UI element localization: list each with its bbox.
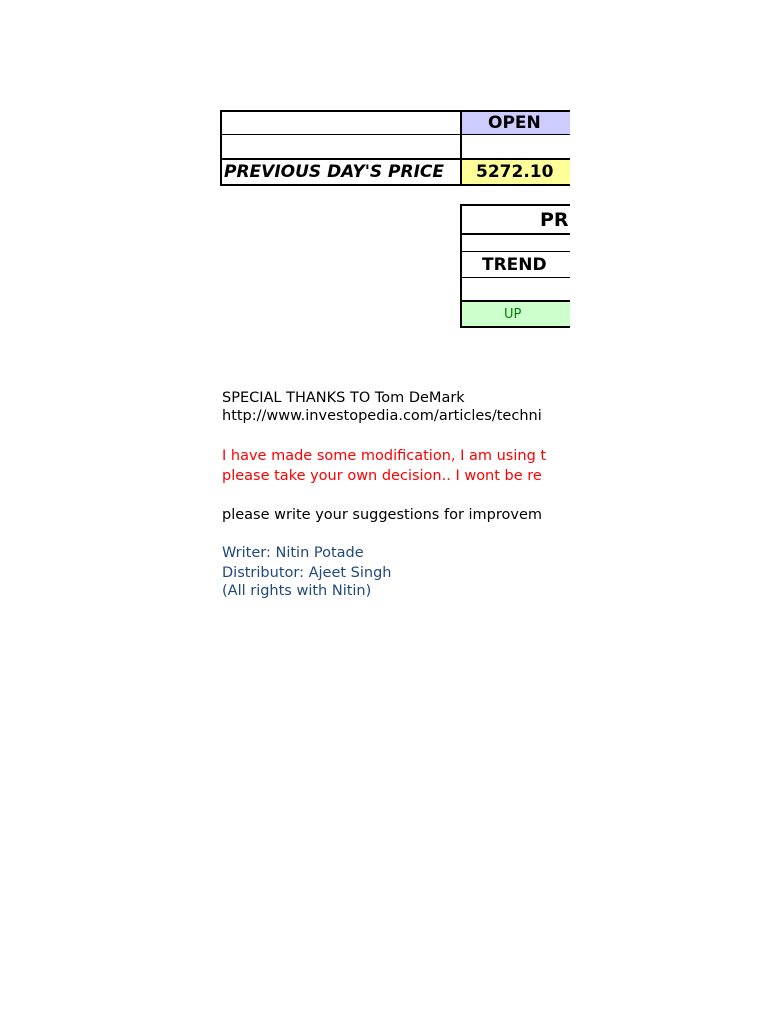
suggestions-note: please write your suggestions for improvem xyxy=(222,507,543,523)
prediction-header-cell: PR xyxy=(540,208,569,231)
table-divider xyxy=(460,233,570,235)
warning-line-1: I have made some modification, I am using t xyxy=(222,448,547,464)
thanks-note: SPECIAL THANKS TO Tom DeMark xyxy=(222,390,465,406)
trend-value: UP xyxy=(462,302,570,326)
table-divider xyxy=(220,134,570,135)
distributor-credit: Distributor: Ajeet Singh xyxy=(222,565,392,581)
table-divider xyxy=(460,277,570,278)
previous-price-label: PREVIOUS DAY'S PRICE xyxy=(224,162,445,182)
rights-note: (All rights with Nitin) xyxy=(222,583,372,599)
warning-line-2: please take your own decision.. I wont be re xyxy=(222,468,542,484)
trend-label: TREND xyxy=(482,254,547,275)
previous-price-value: 5272.10 xyxy=(462,160,570,184)
open-header-cell: OPEN xyxy=(462,112,570,134)
writer-credit: Writer: Nitin Potade xyxy=(222,545,364,561)
reference-link[interactable]: http://www.investopedia.com/articles/techni xyxy=(222,408,542,424)
